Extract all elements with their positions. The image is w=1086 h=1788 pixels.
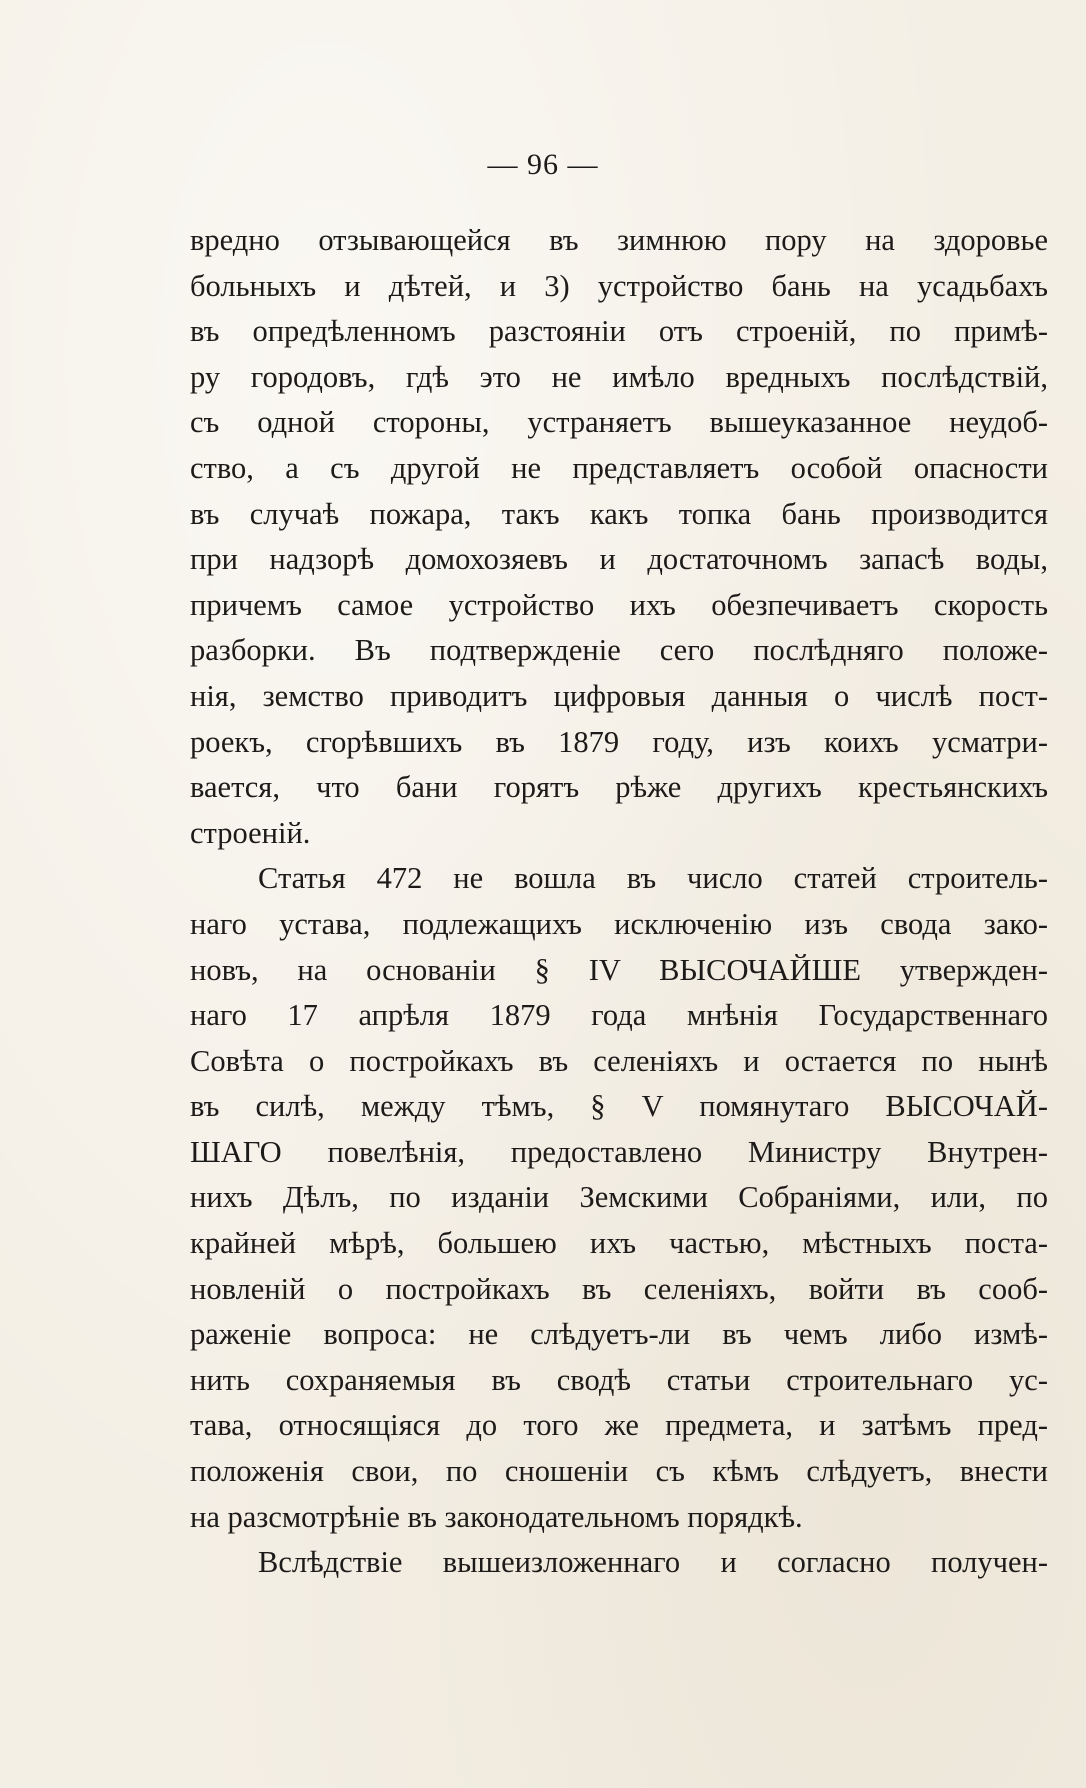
paragraph-3 bbox=[190, 1540, 1048, 1586]
text-line: Вслѣдствіе вышеизложеннаго и согласно получен- bbox=[258, 1545, 1048, 1580]
text-line: въ случаѣ пожара, такъ какъ топка бань производится bbox=[190, 496, 1048, 531]
text-line: при надзорѣ домохозяевъ и достаточномъ запасѣ воды, bbox=[190, 542, 1048, 577]
text-line: строеній. bbox=[190, 815, 311, 850]
text-line: причемъ самое устройство ихъ обезпечиваетъ скорость bbox=[190, 587, 1048, 622]
text-line: положенія свои, по сношеніи съ кѣмъ слѣдуетъ, внести bbox=[190, 1454, 1048, 1489]
text-line: вается, что бани горятъ рѣже другихъ крестьянскихъ bbox=[190, 770, 1048, 805]
text-line: на разсмотрѣніе въ законодательномъ порядкѣ. bbox=[190, 1499, 803, 1534]
paragraph-1 bbox=[190, 218, 1048, 856]
text-line: ство, а съ другой не представляетъ особой опасности bbox=[190, 450, 1048, 485]
body-text bbox=[190, 218, 1048, 1586]
text-line: раженіе вопроса: не слѣдуетъ-ли въ чемъ либо измѣ- bbox=[190, 1317, 1048, 1352]
text-line: вредно отзывающейся въ зимнюю пору на здоровье bbox=[190, 223, 1048, 257]
page-number: — 96 — bbox=[487, 148, 599, 181]
text-line: разборки. Въ подтвержденіе сего послѣдняго положе- bbox=[190, 633, 1048, 668]
text-line: нія, земство приводитъ цифровыя данныя о числѣ пост- bbox=[190, 678, 1048, 713]
text-line: Совѣта о постройкахъ въ селеніяхъ и остается по нынѣ bbox=[190, 1043, 1048, 1078]
text-line: ШАГО повелѣнія, предоставлено Министру Внутрен- bbox=[190, 1134, 1048, 1169]
text-line: крайней мѣрѣ, большею ихъ частью, мѣстныхъ поста- bbox=[190, 1226, 1048, 1261]
text-line: новъ, на основаніи § IV ВЫСОЧАЙШЕ утвержден- bbox=[190, 952, 1048, 987]
text-line: съ одной стороны, устраняетъ вышеуказанное неудоб- bbox=[190, 405, 1048, 440]
text-line: больныхъ и дѣтей, и 3) устройство бань на усадьбахъ bbox=[190, 268, 1048, 303]
text-line: наго 17 апрѣля 1879 года мнѣнія Государственнаго bbox=[190, 998, 1048, 1033]
text-line: новленій о постройкахъ въ селеніяхъ, войти въ сооб- bbox=[190, 1271, 1048, 1306]
text-line: въ опредѣленномъ разстояніи отъ строеній, по примѣ- bbox=[190, 314, 1048, 349]
text-line: тава, относящіяся до того же предмета, и затѣмъ пред- bbox=[190, 1408, 1048, 1443]
text-line: ру городовъ, гдѣ это не имѣло вредныхъ послѣдствій, bbox=[190, 359, 1048, 394]
text-line: въ силѣ, между тѣмъ, § V помянутаго ВЫСОЧАЙ- bbox=[190, 1089, 1048, 1124]
paragraph-2 bbox=[190, 856, 1048, 1540]
text-line: Статья 472 не вошла въ число статей строитель- bbox=[258, 861, 1048, 896]
text-line: нихъ Дѣлъ, по изданіи Земскими Собраніями, или, по bbox=[190, 1180, 1048, 1215]
text-line: роекъ, сгорѣвшихъ въ 1879 году, изъ коихъ усматри- bbox=[190, 724, 1048, 759]
text-line: наго устава, подлежащихъ исключенію изъ свода зако- bbox=[190, 906, 1048, 941]
text-line: нить сохраняемыя въ сводѣ статьи строительнаго ус- bbox=[190, 1362, 1048, 1397]
